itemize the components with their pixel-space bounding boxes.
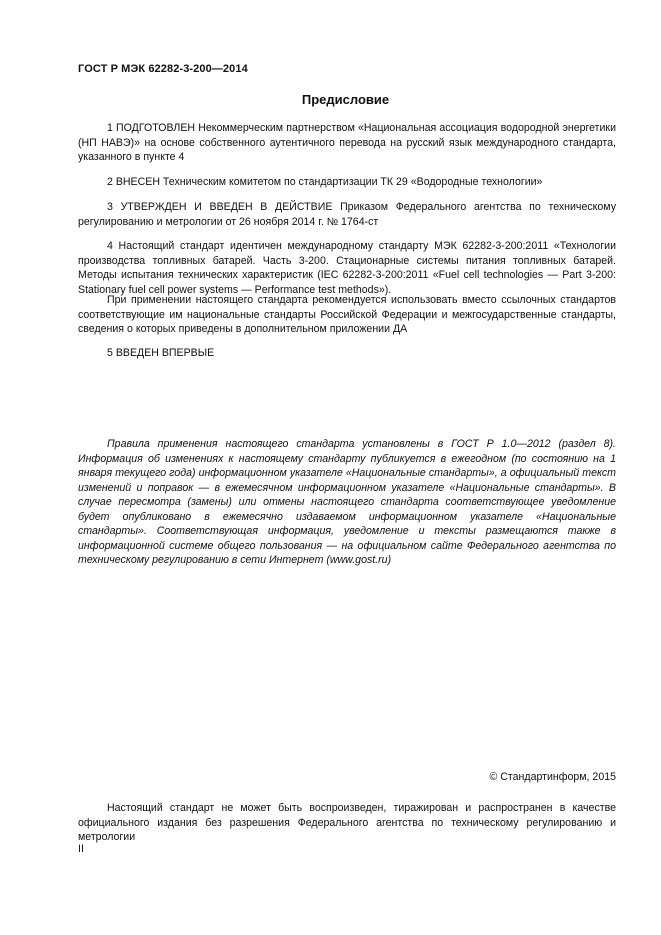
page-title: Предисловие xyxy=(301,92,390,107)
paragraph-approved: 3 УТВЕРЖДЕН И ВВЕДЕН В ДЕЙСТВИЕ Приказом Федерального агентства по техническому регулированию и метрологии от 26 ноября 2014 г. № 1764-ст xyxy=(78,201,616,228)
copyright-line: © Стандартинформ, 2015 xyxy=(489,771,616,783)
paragraph-first-introduced: 5 ВВЕДЕН ВПЕРВЫЕ xyxy=(107,347,215,359)
page-number: II xyxy=(78,843,84,855)
paragraph-reference-standards: При применении настоящего стандарта рекомендуется использовать вместо ссылочных стандартов соответствующие им национальные стандарты Российской Федерации и межгосударственные стандарты, сведения о которых приведены в дополнительном приложении ДА xyxy=(78,294,616,335)
rules-notice: Правила применения настоящего стандарта установлены в ГОСТ Р 1.0—2012 (раздел 8). Информация об изменениях к настоящему стандарту публикуется в ежегодном (по состоянию на 1 января текущего года) информационном указателе «Национальные стандарты», а официальный текст изменений и поправок — в ежемесячном информационном указателе «Национальные стандарты». В случае пересмотра (замены) или отмены настоящего стандарта соответствующее уведомление будет опубликовано в ежемесячно издаваемом информационном указателе «Национальные стандарты». Соответствующая информация, уведомление и тексты размещаются также в информационной системе общего пользования — на официальном сайте Федерального агентства по техническому регулированию в сети Интернет (www.gost.ru) xyxy=(78,438,616,566)
paragraph-identical-standard: 4 Настоящий стандарт идентичен международному стандарту МЭК 62282-3-200:2011 «Технологии производства топливных батарей. Часть 3-200. Стационарные системы питания топливных батарей. Методы испытания технических характеристик (IEC 62282-3-200:2011 «Fuel cell technologies — Part 3-200: Stationary fuel cell power systems — Performance test methods»). xyxy=(78,240,616,296)
standard-code-header: ГОСТ Р МЭК 62282-3-200—2014 xyxy=(78,63,248,75)
paragraph-submitted-by: 2 ВНЕСЕН Техническим комитетом по стандартизации ТК 29 «Водородные технологии» xyxy=(107,176,543,188)
reproduction-notice: Настоящий стандарт не может быть воспроизведен, тиражирован и распространен в качестве официального издания без разрешения Федерального агентства по техническому регулированию и метрологии xyxy=(78,802,616,843)
paragraph-prepared-by: 1 ПОДГОТОВЛЕН Некоммерческим партнерством «Национальная ассоциация водородной энергетики (НП НАВЭ)» на основе собственного аутентичного перевода на русский язык международного стандарта, указанного в пункте 4 xyxy=(78,122,616,163)
